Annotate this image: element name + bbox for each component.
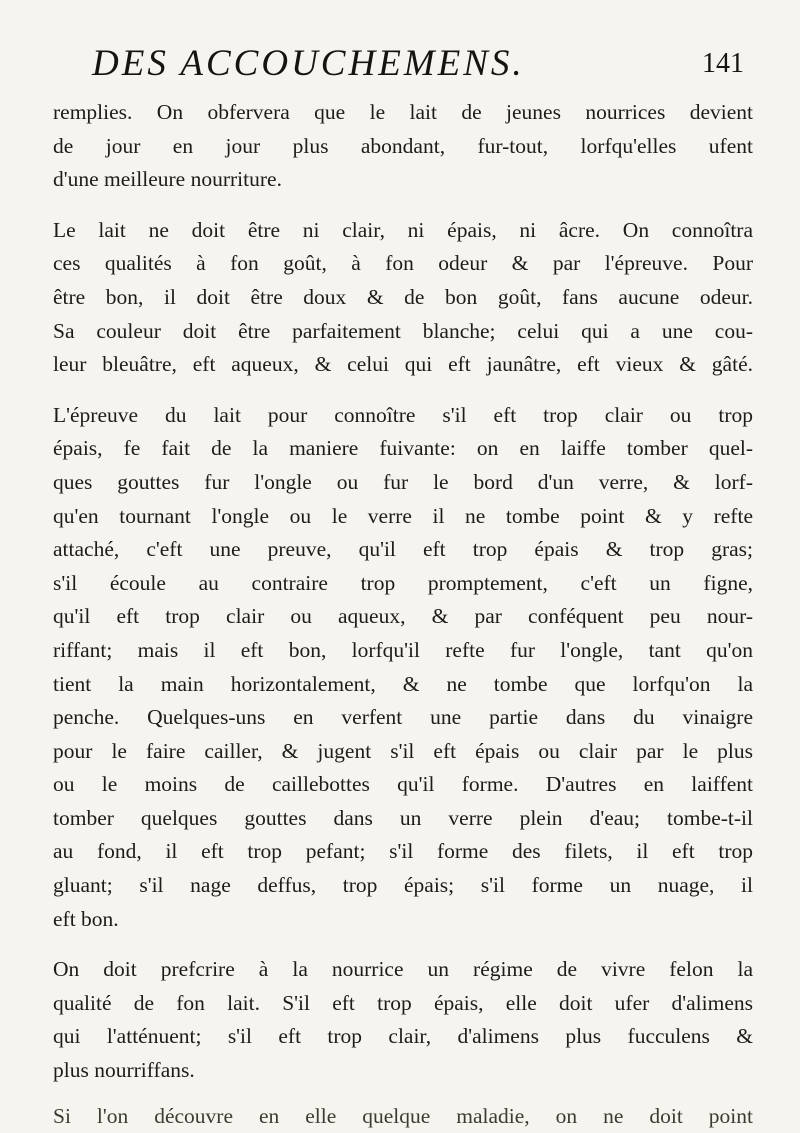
text-line: Le lait ne doit être ni clair, ni épais, ni âcre. On connoîtra xyxy=(53,217,753,242)
text-line: ques gouttes fur l'ongle ou fur le bord d'un verre, & lorf- xyxy=(53,469,753,494)
paragraph-4 xyxy=(53,953,753,1087)
text-line: ces qualités à fon goût, à fon odeur & par l'épreuve. Pour xyxy=(53,251,753,276)
text-line: qualité de fon lait. S'il eft trop épais, elle doit ufer d'alimens xyxy=(53,990,753,1015)
text-line: attaché, c'eft une preuve, qu'il eft trop épais & trop gras; xyxy=(53,537,753,562)
text-line: d'une meilleure nourriture. xyxy=(53,167,282,192)
text-line: s'il écoule au contraire trop promptement, c'eft un figne, xyxy=(53,570,753,595)
running-title: DES ACCOUCHEMENS. xyxy=(92,43,525,84)
text-line: On doit prefcrire à la nourrice un régime de vivre felon la xyxy=(53,957,753,982)
text-line: Sa couleur doit être parfaitement blanche; celui qui a une cou- xyxy=(53,318,753,343)
page-header xyxy=(92,42,744,94)
text-line: de jour en jour plus abondant, fur-tout, lorfqu'elles ufent xyxy=(53,133,753,158)
text-line: remplies. On obfervera que le lait de jeunes nourrices devient xyxy=(53,100,753,124)
text-line: leur bleuâtre, eft aqueux, & celui qui eft jaunâtre, eft vieux & gâté. xyxy=(53,352,753,377)
text-line: penche. Quelques-uns en verfent une partie dans du vinaigre xyxy=(53,705,753,730)
text-line: être bon, il doit être doux & de bon goût, fans aucune odeur. xyxy=(53,284,753,309)
text-line: épais, fe fait de la maniere fuivante: on en laiffe tomber quel- xyxy=(53,436,753,461)
paragraph-2 xyxy=(53,214,753,382)
paragraph-1 xyxy=(53,96,753,197)
text-line: gluant; s'il nage deffus, trop épais; s'il forme un nuage, il xyxy=(53,873,753,898)
text-line: pour le faire cailler, & jugent s'il eft épais ou clair par le plus xyxy=(53,738,753,763)
text-line: eft bon. xyxy=(53,906,119,931)
text-line: tomber quelques gouttes dans un verre plein d'eau; tombe-t-il xyxy=(53,805,753,830)
text-line: qu'en tournant l'ongle ou le verre il ne tombe point & y refte xyxy=(53,503,753,528)
body-text xyxy=(53,96,753,1133)
text-line: Si l'on découvre en elle quelque maladie, on ne doit point xyxy=(53,1103,753,1128)
text-line: ou le moins de caillebottes qu'il forme. D'autres en laiffent xyxy=(53,772,753,797)
text-line: tient la main horizontalement, & ne tombe que lorfqu'on la xyxy=(53,671,753,696)
text-line: riffant; mais il eft bon, lorfqu'il refte fur l'ongle, tant qu'on xyxy=(53,637,753,662)
text-line: plus nourriffans. xyxy=(53,1058,195,1083)
text-line: qu'il eft trop clair ou aqueux, & par conféquent peu nour- xyxy=(53,604,753,629)
text-line: L'épreuve du lait pour connoître s'il eft trop clair ou trop xyxy=(53,402,753,427)
page-number: 141 xyxy=(702,48,744,79)
paragraph-5 xyxy=(53,1100,753,1133)
paragraph-3 xyxy=(53,399,753,937)
text-line: au fond, il eft trop pefant; s'il forme des filets, il eft trop xyxy=(53,839,753,864)
text-line: qui l'atténuent; s'il eft trop clair, d'alimens plus fucculens & xyxy=(53,1024,753,1049)
